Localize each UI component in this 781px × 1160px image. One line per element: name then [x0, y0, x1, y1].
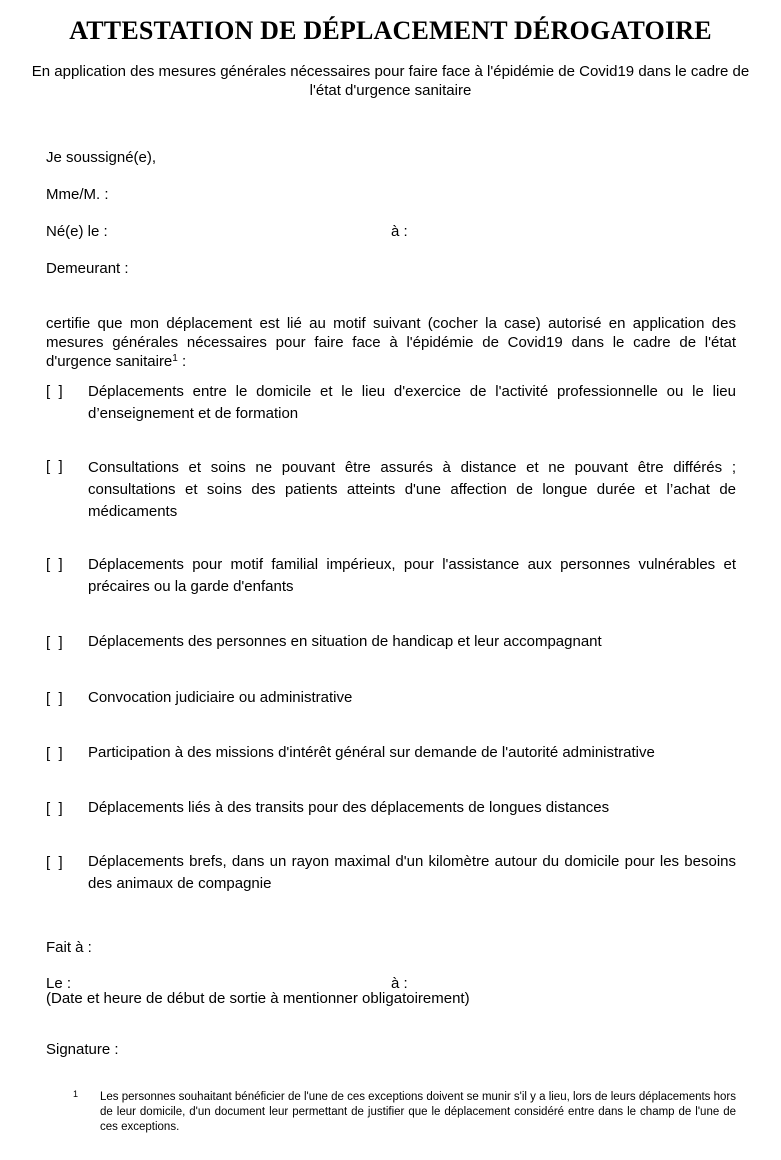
birth-place-label: à : [391, 223, 408, 240]
footnote-text: Les personnes souhaitant bénéficier de l'une de ces exceptions doivent se munir s'il y a lieu, lors de leurs déplacements hors de leur domicile, d'un document leur permettant de justifier que le déplacement considéré entre dans le champ de l'une de ces exceptions. [100, 1091, 736, 1133]
time-label: à : [391, 975, 408, 992]
signature-label: Signature : [46, 1041, 119, 1058]
name-field-label: Mme/M. : [46, 186, 109, 203]
footnote-mark: 1 [73, 1089, 79, 1099]
motif-checkbox-7[interactable]: [ ] [46, 800, 63, 817]
fait-a-label: Fait à : [46, 939, 92, 956]
birth-date-label: Né(e) le : [46, 223, 108, 240]
motif-checkbox-1[interactable]: [ ] [46, 383, 63, 400]
motif-checkbox-5[interactable]: [ ] [46, 690, 63, 707]
certify-text: certifie que mon déplacement est lié au motif suivant (cocher la case) autorisé en application des mesures générales nécessaires pour faire face à l'épidémie de Covid19 dans le cadre de l'état d'urgence sanitaire [46, 315, 736, 370]
motif-checkbox-8[interactable]: [ ] [46, 854, 63, 871]
motif-text-6: Participation à des missions d'intérêt général sur demande de l'autorité administrative [88, 744, 655, 761]
motif-text-1: Déplacements entre le domicile et le lieu d'exercice de l'activité professionnelle ou le lieu d’enseignement et de formation [88, 383, 736, 422]
motif-text-8: Déplacements brefs, dans un rayon maximal d'un kilomètre autour du domicile pour les besoins des animaux de compagnie [88, 853, 736, 892]
soussigne-label: Je soussigné(e), [46, 149, 157, 166]
address-label: Demeurant : [46, 260, 129, 277]
document-title: ATTESTATION DE DÉPLACEMENT DÉROGATOIRE [69, 16, 712, 45]
motif-checkbox-4[interactable]: [ ] [46, 634, 63, 651]
motif-text-2: Consultations et soins ne pouvant être assurés à distance et ne pouvant être différés ; consultations et soins des patients atteints d'une affection de longue durée et l’achat de médicaments [88, 459, 736, 520]
motif-text-7: Déplacements liés à des transits pour des déplacements de longues distances [88, 799, 610, 816]
certify-paragraph [46, 314, 736, 371]
motif-text-5: Convocation judiciaire ou administrative [88, 689, 353, 706]
motif-text-4: Déplacements des personnes en situation de handicap et leur accompagnant [88, 633, 602, 650]
motif-checkbox-6[interactable]: [ ] [46, 745, 63, 762]
motif-text-3: Déplacements pour motif familial impérieux, pour l'assistance aux personnes vulnérables et précaires ou la garde d'enfants [88, 556, 736, 595]
footnote-reference: 1 [172, 353, 178, 364]
document-subtitle: En application des mesures générales nécessaires pour faire face à l'épidémie de Covid19 dans le cadre de l'état d'urgence sanitaire [31, 63, 750, 99]
certify-end: : [177, 353, 187, 370]
date-note: (Date et heure de début de sortie à mentionner obligatoirement) [46, 990, 470, 1007]
date-label: Le : [46, 975, 72, 992]
motif-checkbox-3[interactable]: [ ] [46, 556, 63, 573]
motif-checkbox-2[interactable]: [ ] [46, 458, 63, 475]
